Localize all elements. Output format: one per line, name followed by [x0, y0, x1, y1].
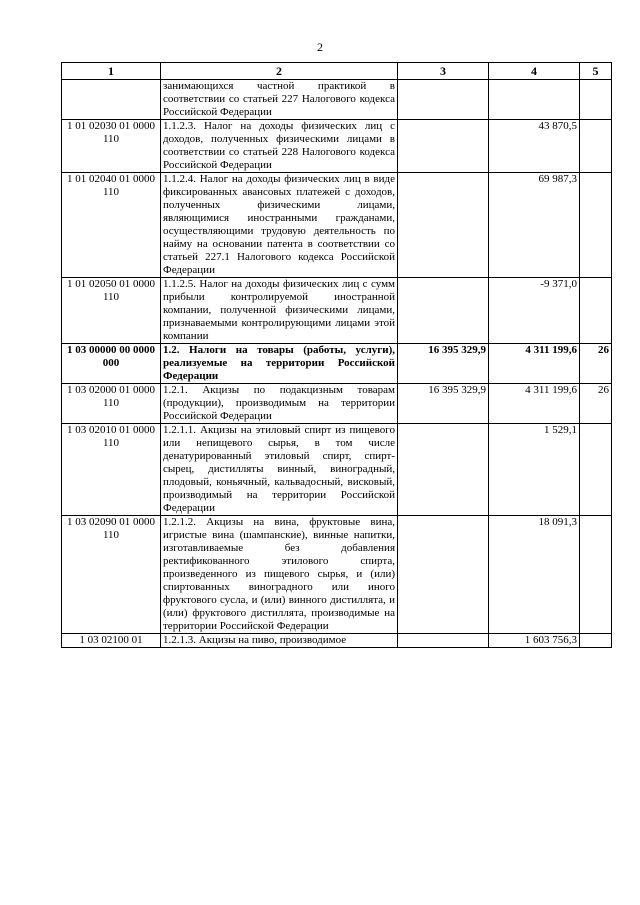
plan-amount-cell: [398, 120, 489, 173]
name-cell: 1.2.1.3. Акцизы на пиво, производимое: [161, 634, 398, 648]
header-row: [62, 63, 612, 80]
table-row: [62, 634, 612, 648]
plan-amount-cell: [398, 516, 489, 634]
percent-cell: [580, 424, 612, 516]
budget-table: [61, 62, 612, 648]
code-cell: 1 03 02090 01 0000 110: [62, 516, 161, 634]
table-row: [62, 278, 612, 344]
table-row: [62, 120, 612, 173]
table-row: [62, 173, 612, 278]
actual-amount-cell: -9 371,0: [489, 278, 580, 344]
actual-amount-cell: 1 603 756,3: [489, 634, 580, 648]
code-cell: [62, 80, 161, 120]
table-row: [62, 424, 612, 516]
table-row: [62, 384, 612, 424]
percent-cell: [580, 173, 612, 278]
plan-amount-cell: 16 395 329,9: [398, 384, 489, 424]
plan-amount-cell: [398, 634, 489, 648]
code-cell: 1 01 02040 01 0000 110: [62, 173, 161, 278]
header-col-1: 1: [62, 63, 161, 80]
actual-amount-cell: 4 311 199,6: [489, 384, 580, 424]
plan-amount-cell: [398, 173, 489, 278]
actual-amount-cell: [489, 80, 580, 120]
percent-cell: [580, 516, 612, 634]
percent-cell: 26: [580, 344, 612, 384]
table-row: [62, 516, 612, 634]
name-cell: занимающихся частной практикой в соответствии со статьей 227 Налогового кодекса Российской Федерации: [161, 80, 398, 120]
name-cell: 1.2.1.2. Акцизы на вина, фруктовые вина, игристые вина (шампанские), винные напитки, изготавливаемые без добавления ректификованного этилового спирта, произведенного из пищевого сырья, и (или) спиртованных виноградного или иного фруктового сусла, и (или) винного дистиллята, и (или) фруктового дистиллята, производимые на территории Российской Федерации: [161, 516, 398, 634]
table-row: [62, 344, 612, 384]
actual-amount-cell: 1 529,1: [489, 424, 580, 516]
name-cell: 1.2.1. Акцизы по подакцизным товарам (продукции), производимым на территории Российской Федерации: [161, 384, 398, 424]
percent-cell: 26: [580, 384, 612, 424]
header-col-2: 2: [161, 63, 398, 80]
code-cell: 1 03 02010 01 0000 110: [62, 424, 161, 516]
table-row: [62, 80, 612, 120]
percent-cell: [580, 278, 612, 344]
actual-amount-cell: 43 870,5: [489, 120, 580, 173]
header-col-4: 4: [489, 63, 580, 80]
code-cell: 1 01 02050 01 0000 110: [62, 278, 161, 344]
header-col-5: 5: [580, 63, 612, 80]
code-cell: 1 03 00000 00 0000 000: [62, 344, 161, 384]
name-cell: 1.1.2.4. Налог на доходы физических лиц в виде фиксированных авансовых платежей с доходов, полученных физическими лицами, являющимися иностранными гражданами, осуществляющими трудовую деятельность по найму на основании патента в соответствии со статьей 227.1 Налогового кодекса Российской Федерации: [161, 173, 398, 278]
plan-amount-cell: [398, 80, 489, 120]
code-cell: 1 03 02100 01: [62, 634, 161, 648]
code-cell: 1 03 02000 01 0000 110: [62, 384, 161, 424]
header-col-3: 3: [398, 63, 489, 80]
plan-amount-cell: [398, 278, 489, 344]
name-cell: 1.1.2.5. Налог на доходы физических лиц с сумм прибыли контролируемой иностранной компании, полученной физическими лицами, признаваемыми контролирующими лицами этой компании: [161, 278, 398, 344]
name-cell: 1.2.1.1. Акцизы на этиловый спирт из пищевого или непищевого сырья, в том числе денатурированный этиловый спирт, спирт-сырец, дистилляты винный, виноградный, плодовый, коньячный, кальвадосный, висковый, производимый на территории Российской Федерации: [161, 424, 398, 516]
actual-amount-cell: 18 091,3: [489, 516, 580, 634]
percent-cell: [580, 634, 612, 648]
plan-amount-cell: 16 395 329,9: [398, 344, 489, 384]
code-cell: 1 01 02030 01 0000 110: [62, 120, 161, 173]
plan-amount-cell: [398, 424, 489, 516]
name-cell: 1.2. Налоги на товары (работы, услуги), реализуемые на территории Российской Федерации: [161, 344, 398, 384]
name-cell: 1.1.2.3. Налог на доходы физических лиц с доходов, полученных физическими лицами в соответствии со статьей 228 Налогового кодекса Российской Федерации: [161, 120, 398, 173]
actual-amount-cell: 4 311 199,6: [489, 344, 580, 384]
actual-amount-cell: 69 987,3: [489, 173, 580, 278]
percent-cell: [580, 80, 612, 120]
percent-cell: [580, 120, 612, 173]
page-number: 2: [317, 40, 323, 54]
